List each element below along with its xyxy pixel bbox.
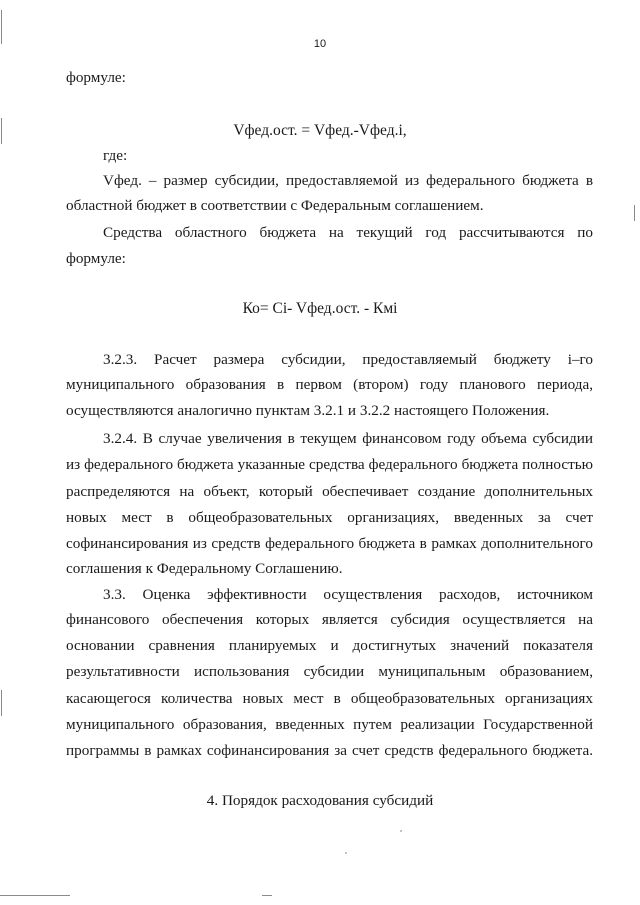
- formula-ko: Ко= Сi- Vфед.ост. - Кмi: [242, 300, 398, 317]
- scan-edge-mark: [1, 690, 2, 716]
- text-line: формуле:: [66, 250, 126, 267]
- text-line: новых мест в общеобразовательных организациях, введенных за счет: [66, 509, 593, 526]
- text-line: осуществляются аналогично пунктам 3.2.1 и 3.2.2 настоящего Положения.: [66, 402, 550, 419]
- scan-edge-mark: [634, 205, 635, 221]
- text-line: софинансирования из средств федерального бюджета в рамках дополнительного: [66, 535, 593, 552]
- text-line: касающегося количества новых мест в общеобразовательных организациях: [66, 690, 593, 707]
- scan-bottom-mark: [262, 895, 272, 896]
- text-line: из федерального бюджета указанные средства федерального бюджета полностью: [66, 456, 593, 473]
- text-line: соглашения к Федеральному Соглашению.: [66, 560, 343, 577]
- text-line: результативности использования субсидии муниципальным образованием,: [66, 663, 593, 680]
- text-line: основании сравнения планируемых и достигнутых значений показателя: [66, 637, 593, 654]
- text-line: распределяются на объект, который обеспечивает создание дополнительных: [66, 483, 593, 500]
- text-line: 3.2.4. В случае увеличения в текущем финансовом году объема субсидии: [103, 430, 593, 447]
- text-line: муниципального образования, введенных путем реализации Государственной: [66, 716, 593, 733]
- scan-speck: [345, 852, 347, 854]
- text-line: 3.3. Оценка эффективности осуществления расходов, источником: [103, 586, 593, 603]
- text-line: Средства областного бюджета на текущий год рассчитываются по: [103, 224, 593, 241]
- scan-edge-mark: [1, 118, 2, 144]
- text-line: муниципального образования в первом (втором) году планового периода,: [66, 376, 593, 393]
- scan-speck: [400, 830, 402, 832]
- scan-edge-mark: [1, 10, 2, 44]
- section-heading: 4. Порядок расходования субсидий: [206, 792, 434, 809]
- text-line: программы в рамках софинансирования за счет средств федерального бюджета.: [66, 742, 593, 759]
- page-number: 10: [313, 38, 327, 50]
- text-line: 3.2.3. Расчет размера субсидии, предоставляемый бюджету i–го: [103, 351, 593, 368]
- formula-v-fed-ost: Vфед.ост. = Vфед.-Vфед.i,: [233, 122, 407, 139]
- text-line: где:: [103, 147, 128, 164]
- text-line: Vфед. – размер субсидии, предоставляемой из федерального бюджета в: [103, 172, 593, 189]
- text-line: формуле:: [66, 69, 126, 86]
- text-line: областной бюджет в соответствии с Федеральным соглашением.: [66, 197, 484, 214]
- scan-bottom-mark: [0, 895, 70, 896]
- text-line: финансового обеспечения которых является субсидия осуществляется на: [66, 611, 593, 628]
